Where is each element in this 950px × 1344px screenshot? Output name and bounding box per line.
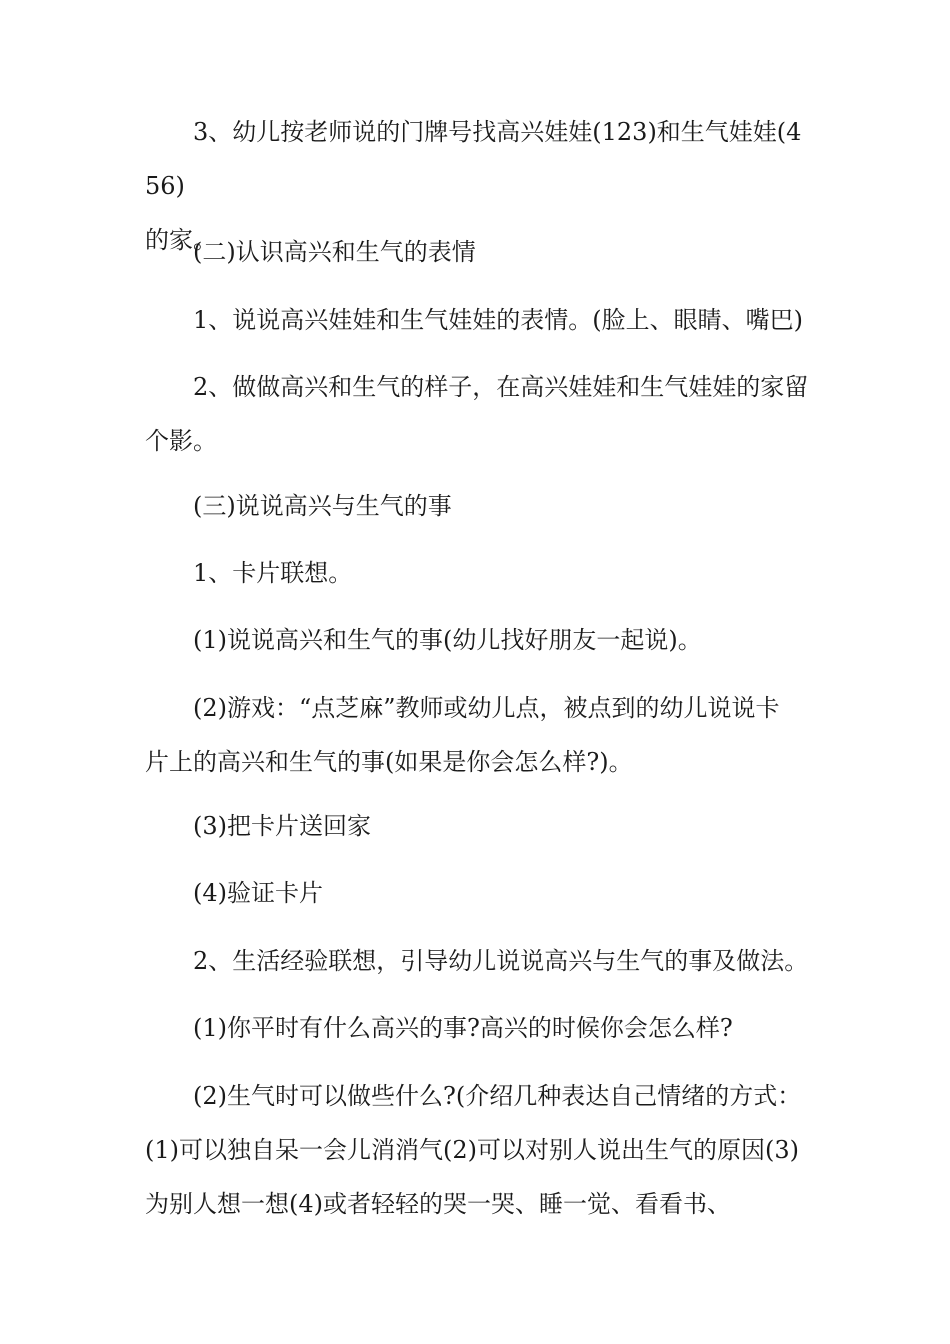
- text-line: (三)说说高兴与生气的事: [193, 492, 452, 520]
- text-line: (2)生气时可以做些什么?(介绍几种表达自己情绪的方式：: [193, 1082, 802, 1110]
- text-line: 的家。: [145, 226, 217, 254]
- text-line: 片上的高兴和生气的事(如果是你会怎么样?)。: [145, 748, 633, 776]
- paragraph-item-2: [145, 360, 815, 468]
- paragraph-question-1: [145, 1001, 815, 1055]
- paragraph-sub-2-game: [145, 681, 815, 789]
- text-line: (二)认识高兴和生气的表情: [193, 238, 476, 266]
- paragraph-question-2: [145, 1069, 815, 1231]
- paragraph-sub-1: [145, 613, 815, 667]
- text-line: 2、生活经验联想，引导幼儿说说高兴与生气的事及做法。: [193, 947, 809, 975]
- paragraph-item-1: [145, 293, 815, 347]
- text-line: 个影。: [145, 427, 217, 455]
- text-line: 为别人想一想(4)或者轻轻的哭一哭、睡一觉、看看书、: [145, 1190, 731, 1218]
- text-line: (3)把卡片送回家: [193, 812, 371, 840]
- text-line: 2、做做高兴和生气的样子，在高兴娃娃和生气娃娃的家留: [193, 373, 809, 401]
- paragraph-life-experience: [145, 934, 815, 988]
- text-line: (1)说说高兴和生气的事(幼儿找好朋友一起说)。: [193, 626, 702, 654]
- text-line: (4)验证卡片: [193, 879, 323, 907]
- section-heading-3: [145, 479, 815, 533]
- paragraph-card-association: [145, 546, 815, 600]
- text-line: (1)你平时有什么高兴的事?高兴的时候你会怎么样?: [193, 1014, 733, 1042]
- paragraph-sub-3: [145, 799, 815, 853]
- text-line: 3、幼儿按老师说的门牌号找高兴娃娃(123)和生气娃娃(456): [145, 118, 802, 200]
- section-heading-2: [145, 225, 815, 279]
- text-line: (1)可以独自呆一会儿消消气(2)可以对别人说出生气的原因(3): [145, 1136, 799, 1164]
- text-line: 1、说说高兴娃娃和生气娃娃的表情。(脸上、眼睛、嘴巴): [193, 306, 803, 334]
- text-line: 1、卡片联想。: [193, 559, 353, 587]
- text-line: (2)游戏：“点芝麻”教师或幼儿点，被点到的幼儿说说卡: [193, 694, 780, 722]
- paragraph-sub-4: [145, 866, 815, 920]
